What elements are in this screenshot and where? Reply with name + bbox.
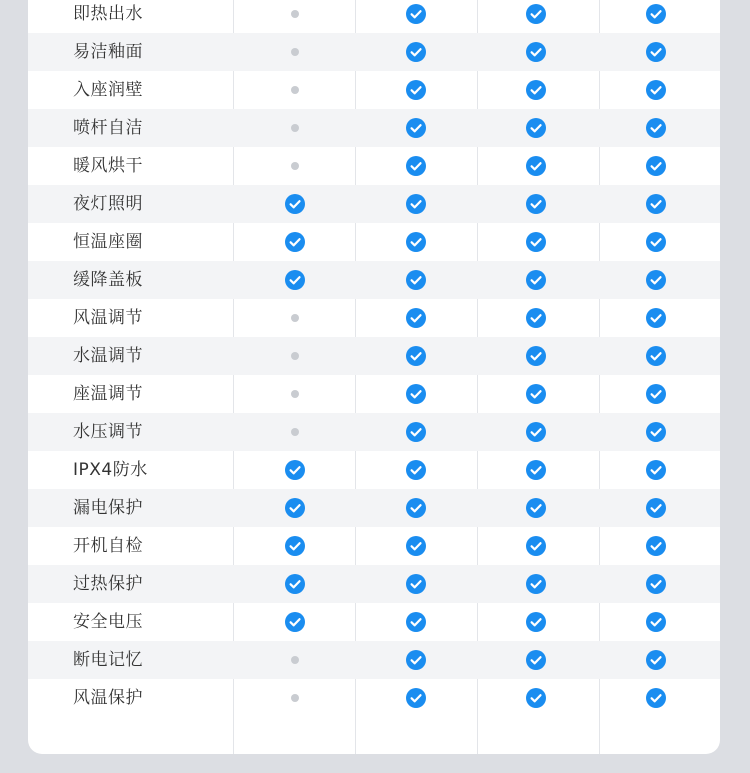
feature-row: [28, 185, 720, 223]
feature-row: [28, 223, 720, 261]
check-icon: [406, 156, 426, 176]
check-icon: [646, 118, 666, 138]
check-icon: [526, 384, 546, 404]
not-supported-dot-icon: [291, 352, 299, 360]
check-icon: [526, 650, 546, 670]
not-supported-dot-icon: [291, 390, 299, 398]
feature-label: 恒温座圈: [73, 232, 143, 252]
check-icon: [646, 422, 666, 442]
check-icon: [526, 156, 546, 176]
not-supported-dot-icon: [291, 48, 299, 56]
check-icon: [406, 4, 426, 24]
check-icon: [285, 612, 305, 632]
check-icon: [526, 612, 546, 632]
check-icon: [646, 574, 666, 594]
check-icon: [646, 270, 666, 290]
not-supported-dot-icon: [291, 428, 299, 436]
check-icon: [646, 536, 666, 556]
check-icon: [526, 536, 546, 556]
check-icon: [646, 688, 666, 708]
check-icon: [526, 232, 546, 252]
check-icon: [406, 80, 426, 100]
check-icon: [526, 4, 546, 24]
feature-row: [28, 565, 720, 603]
feature-row: [28, 71, 720, 109]
feature-label: 断电记忆: [73, 650, 143, 670]
feature-row: [28, 641, 720, 679]
check-icon: [646, 156, 666, 176]
check-icon: [646, 194, 666, 214]
feature-row: [28, 451, 720, 489]
feature-label: 安全电压: [73, 612, 143, 632]
feature-row: [28, 299, 720, 337]
feature-label: 过热保护: [73, 574, 143, 594]
check-icon: [285, 536, 305, 556]
check-icon: [526, 346, 546, 366]
check-icon: [526, 42, 546, 62]
feature-row: [28, 33, 720, 71]
check-icon: [526, 498, 546, 518]
check-icon: [646, 80, 666, 100]
feature-row: [28, 147, 720, 185]
check-icon: [526, 194, 546, 214]
feature-label: 缓降盖板: [73, 270, 143, 290]
check-icon: [646, 4, 666, 24]
check-icon: [646, 460, 666, 480]
check-icon: [406, 612, 426, 632]
not-supported-dot-icon: [291, 314, 299, 322]
comparison-table-card: [28, 0, 720, 754]
check-icon: [406, 346, 426, 366]
check-icon: [646, 612, 666, 632]
feature-row: [28, 489, 720, 527]
check-icon: [526, 688, 546, 708]
check-icon: [406, 422, 426, 442]
feature-label: 水压调节: [73, 422, 143, 442]
check-icon: [406, 574, 426, 594]
check-icon: [406, 118, 426, 138]
check-icon: [646, 384, 666, 404]
feature-row: [28, 375, 720, 413]
feature-rows: [28, 0, 720, 717]
feature-row: [28, 0, 720, 33]
check-icon: [285, 194, 305, 214]
check-icon: [526, 308, 546, 328]
check-icon: [646, 42, 666, 62]
feature-label: 座温调节: [73, 384, 143, 404]
check-icon: [646, 498, 666, 518]
check-icon: [406, 194, 426, 214]
check-icon: [285, 270, 305, 290]
feature-label: 即热出水: [73, 4, 143, 24]
feature-label: 风温保护: [73, 688, 143, 708]
check-icon: [406, 384, 426, 404]
not-supported-dot-icon: [291, 10, 299, 18]
feature-label: IPX4防水: [73, 460, 148, 480]
check-icon: [406, 42, 426, 62]
feature-label: 开机自检: [73, 536, 143, 556]
check-icon: [406, 460, 426, 480]
check-icon: [285, 232, 305, 252]
feature-label: 夜灯照明: [73, 194, 143, 214]
check-icon: [285, 498, 305, 518]
not-supported-dot-icon: [291, 124, 299, 132]
check-icon: [526, 118, 546, 138]
check-icon: [406, 308, 426, 328]
feature-row: [28, 337, 720, 375]
check-icon: [285, 460, 305, 480]
check-icon: [526, 422, 546, 442]
check-icon: [526, 574, 546, 594]
check-icon: [406, 688, 426, 708]
feature-label: 入座润壁: [73, 80, 143, 100]
check-icon: [406, 270, 426, 290]
feature-row: [28, 261, 720, 299]
feature-label: 风温调节: [73, 308, 143, 328]
feature-label: 漏电保护: [73, 498, 143, 518]
check-icon: [646, 650, 666, 670]
feature-row: [28, 679, 720, 717]
feature-row: [28, 413, 720, 451]
feature-label: 水温调节: [73, 346, 143, 366]
feature-label: 喷杆自洁: [73, 118, 143, 138]
not-supported-dot-icon: [291, 162, 299, 170]
feature-row: [28, 109, 720, 147]
check-icon: [285, 574, 305, 594]
not-supported-dot-icon: [291, 86, 299, 94]
check-icon: [406, 232, 426, 252]
feature-label: 易洁釉面: [73, 42, 143, 62]
feature-label: 暖风烘干: [73, 156, 143, 176]
check-icon: [526, 460, 546, 480]
check-icon: [646, 308, 666, 328]
check-icon: [406, 536, 426, 556]
not-supported-dot-icon: [291, 694, 299, 702]
check-icon: [406, 650, 426, 670]
check-icon: [406, 498, 426, 518]
check-icon: [646, 346, 666, 366]
check-icon: [646, 232, 666, 252]
feature-row: [28, 527, 720, 565]
check-icon: [526, 270, 546, 290]
not-supported-dot-icon: [291, 656, 299, 664]
check-icon: [526, 80, 546, 100]
feature-row: [28, 603, 720, 641]
